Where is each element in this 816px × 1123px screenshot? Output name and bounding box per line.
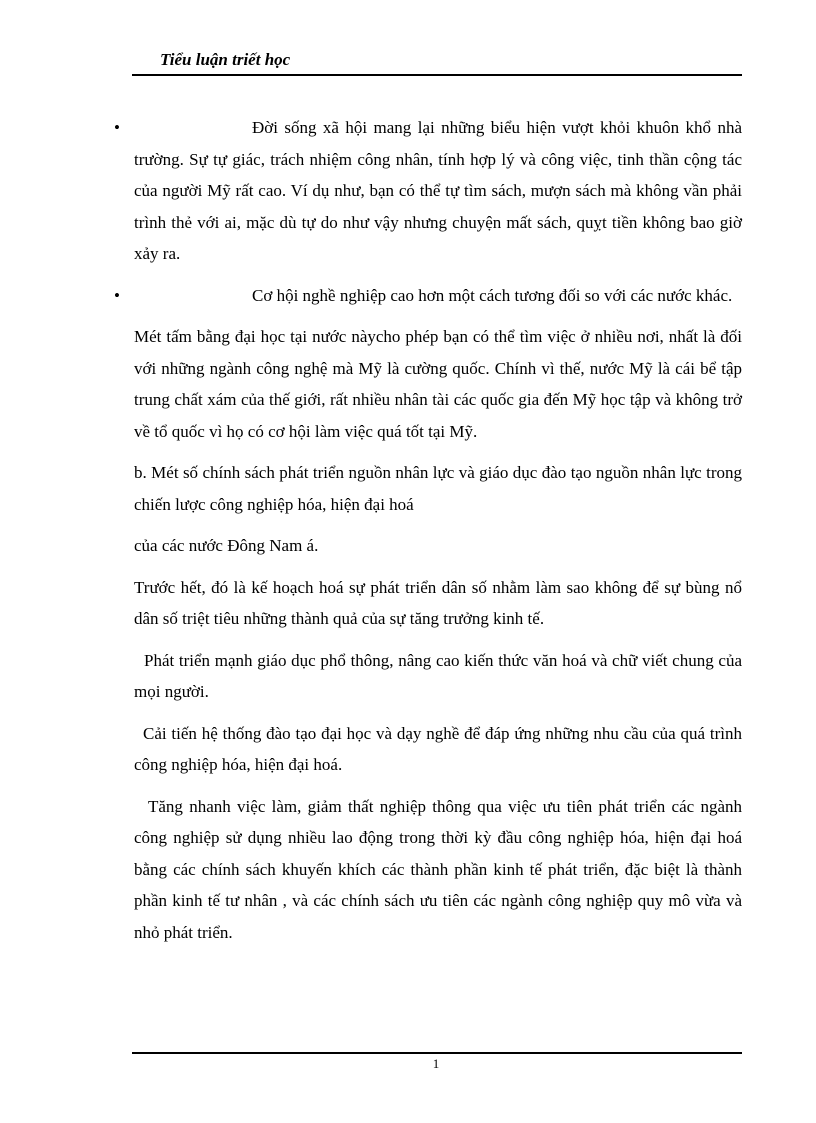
bullet-text: Đời sống xã hội mang lại những biểu hiện vượt khỏi khuôn khổ nhà trường. Sự tự giác, trách nhiệm công nhân, tính hợp lý và công việc, tinh thần cộng tác của người Mỹ rất cao. Ví dụ như, bạn có thể tự tìm sách, mượn sách mà không vần phải trình thẻ với ai, mặc dù tự do như vậy nhưng chuyện mất sách, quỵt tiền không bao giờ xảy ra. xyxy=(134,118,742,263)
page-number: 1 xyxy=(432,1056,440,1071)
bullet-item xyxy=(114,112,742,270)
paragraph: Phát triển mạnh giáo dục phổ thông, nâng cao kiến thức văn hoá và chữ viết chung của mọi người. xyxy=(134,650,742,701)
bullet-icon: • xyxy=(114,285,120,305)
section-heading-paragraph: b. Mét số chính sách phát triển nguồn nhân lực và giáo dục đào tạo nguồn nhân lực trong chiến lược công nghiệp hóa, hiện đại hoá xyxy=(134,463,742,514)
paragraph: của các nước Đông Nam á. xyxy=(134,536,319,555)
header-title: Tiểu luận triết học xyxy=(160,50,291,69)
document-body xyxy=(114,112,742,948)
paragraph: Cải tiến hệ thống đào tạo đại học và dạy nghề để đáp ứng những nhu cầu của quá trình công nghiệp hóa, hiện đại hoá. xyxy=(134,723,742,774)
paragraph: Mét tấm bằng đại học tại nước nàycho phép bạn có thể tìm việc ở nhiều nơi, nhất là đối với những ngành công nghệ mà Mỹ là cường quốc. Chính vì thế, nước Mỹ là cái bể tập trung chất xám của thế giới, rất nhiều nhân tài các quốc gia đến Mỹ học tập và không trở về tổ quốc vì họ có cơ hội làm việc quá tốt tại Mỹ. xyxy=(134,327,742,441)
header-rule xyxy=(132,74,742,76)
bullet-text: Cơ hội nghề nghiệp cao hơn một cách tương đối so với các nước khác. xyxy=(252,285,733,305)
paragraph: Trước hết, đó là kế hoạch hoá sự phát triển dân số nhằm làm sao không để sự bùng nổ dân số triệt tiêu những thành quả của sự tăng trưởng kinh tế. xyxy=(134,577,742,628)
bullet-icon: • xyxy=(114,118,120,137)
paragraph: Tăng nhanh việc làm, giảm thất nghiệp thông qua việc ưu tiên phát triển các ngành công nghiệp sử dụng nhiều lao động trong thời kỳ đầu công nghiệp hóa, hiện đại hoá bằng các chính sách khuyến khích các thành phần kinh tế phát triển, đặc biệt là thành phần kinh tế tư nhân , và các chính sách ưu tiên các ngành công nghiệp quy mô vừa và nhỏ phát triển. xyxy=(134,796,742,942)
bullet-item xyxy=(114,280,742,312)
footer-rule xyxy=(132,1052,742,1054)
